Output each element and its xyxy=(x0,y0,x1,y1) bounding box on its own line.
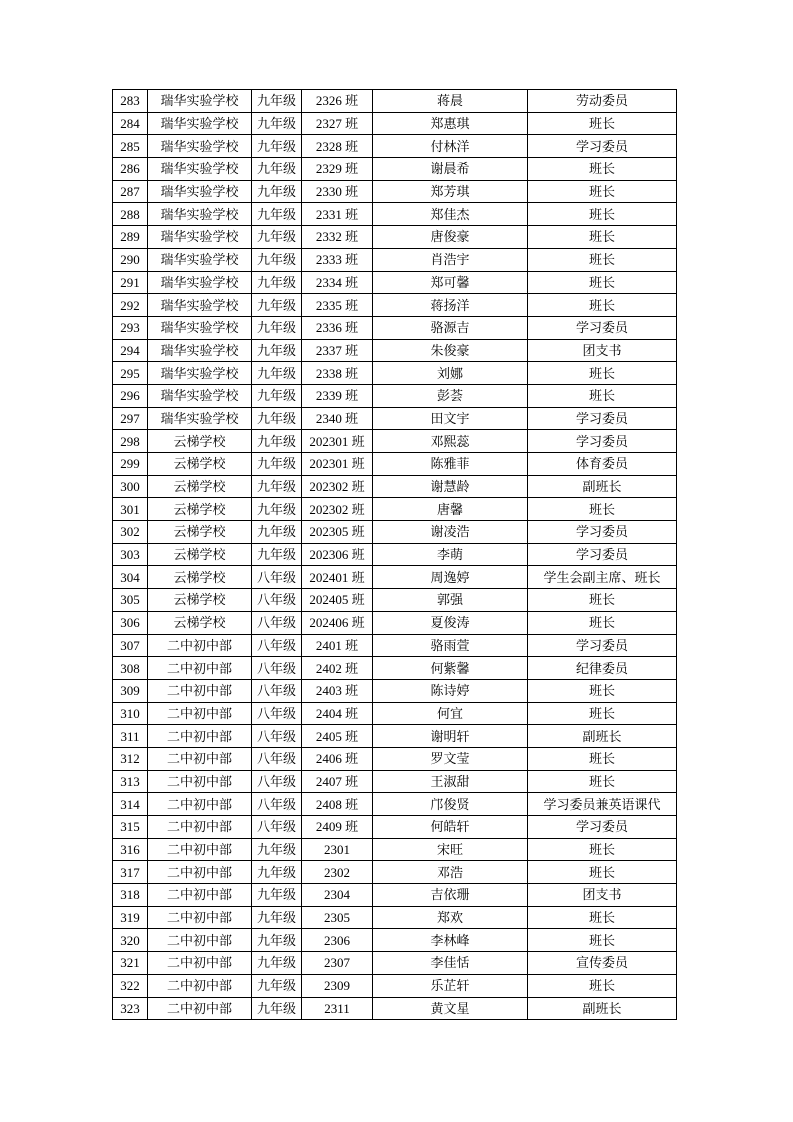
table-row xyxy=(113,657,677,680)
cell-name: 王淑甜 xyxy=(373,770,528,793)
cell-class: 202302 班 xyxy=(302,475,373,498)
cell-grade: 八年级 xyxy=(252,611,302,634)
table-row xyxy=(113,611,677,634)
cell-grade: 九年级 xyxy=(252,407,302,430)
cell-position: 班长 xyxy=(528,362,677,385)
cell-school: 瑞华实验学校 xyxy=(148,384,252,407)
cell-position: 劳动委员 xyxy=(528,90,677,113)
cell-school: 二中初中部 xyxy=(148,793,252,816)
cell-grade: 九年级 xyxy=(252,498,302,521)
cell-name: 陈雅菲 xyxy=(373,453,528,476)
cell-position: 班长 xyxy=(528,294,677,317)
cell-position: 班长 xyxy=(528,271,677,294)
cell-school: 瑞华实验学校 xyxy=(148,271,252,294)
cell-grade: 八年级 xyxy=(252,770,302,793)
cell-number: 303 xyxy=(113,543,148,566)
table-row xyxy=(113,339,677,362)
cell-grade: 九年级 xyxy=(252,974,302,997)
cell-number: 289 xyxy=(113,226,148,249)
table-row xyxy=(113,543,677,566)
table-row xyxy=(113,725,677,748)
cell-grade: 九年级 xyxy=(252,430,302,453)
cell-number: 308 xyxy=(113,657,148,680)
cell-name: 周逸婷 xyxy=(373,566,528,589)
cell-school: 二中初中部 xyxy=(148,974,252,997)
cell-number: 284 xyxy=(113,112,148,135)
cell-position: 体育委员 xyxy=(528,453,677,476)
cell-position: 副班长 xyxy=(528,997,677,1020)
cell-class: 2307 xyxy=(302,952,373,975)
cell-number: 302 xyxy=(113,521,148,544)
cell-grade: 九年级 xyxy=(252,90,302,113)
cell-class: 202302 班 xyxy=(302,498,373,521)
cell-position: 班长 xyxy=(528,384,677,407)
cell-school: 云梯学校 xyxy=(148,611,252,634)
cell-class: 2403 班 xyxy=(302,679,373,702)
table-row xyxy=(113,589,677,612)
table-row xyxy=(113,294,677,317)
table-row xyxy=(113,248,677,271)
cell-number: 321 xyxy=(113,952,148,975)
cell-class: 2330 班 xyxy=(302,180,373,203)
cell-class: 2333 班 xyxy=(302,248,373,271)
cell-class: 2401 班 xyxy=(302,634,373,657)
table-row xyxy=(113,952,677,975)
cell-number: 313 xyxy=(113,770,148,793)
cell-number: 315 xyxy=(113,816,148,839)
table-row xyxy=(113,747,677,770)
cell-class: 2331 班 xyxy=(302,203,373,226)
cell-school: 云梯学校 xyxy=(148,521,252,544)
table-row xyxy=(113,929,677,952)
cell-class: 2326 班 xyxy=(302,90,373,113)
cell-grade: 九年级 xyxy=(252,294,302,317)
cell-class: 2338 班 xyxy=(302,362,373,385)
cell-school: 二中初中部 xyxy=(148,747,252,770)
cell-class: 2336 班 xyxy=(302,316,373,339)
cell-school: 云梯学校 xyxy=(148,566,252,589)
cell-number: 293 xyxy=(113,316,148,339)
cell-position: 班长 xyxy=(528,906,677,929)
cell-position: 班长 xyxy=(528,861,677,884)
cell-grade: 九年级 xyxy=(252,135,302,158)
cell-school: 云梯学校 xyxy=(148,589,252,612)
cell-name: 唐俊豪 xyxy=(373,226,528,249)
table-row xyxy=(113,884,677,907)
table-row xyxy=(113,702,677,725)
cell-grade: 九年级 xyxy=(252,384,302,407)
table-row xyxy=(113,316,677,339)
cell-name: 彭荟 xyxy=(373,384,528,407)
cell-position: 学习委员 xyxy=(528,634,677,657)
table-row xyxy=(113,498,677,521)
cell-position: 学习委员 xyxy=(528,543,677,566)
cell-position: 团支书 xyxy=(528,339,677,362)
cell-position: 班长 xyxy=(528,679,677,702)
cell-number: 317 xyxy=(113,861,148,884)
cell-number: 296 xyxy=(113,384,148,407)
cell-number: 286 xyxy=(113,158,148,181)
cell-name: 李萌 xyxy=(373,543,528,566)
cell-school: 瑞华实验学校 xyxy=(148,112,252,135)
cell-class: 2339 班 xyxy=(302,384,373,407)
cell-position: 学习委员 xyxy=(528,407,677,430)
cell-number: 311 xyxy=(113,725,148,748)
cell-grade: 九年级 xyxy=(252,248,302,271)
cell-school: 二中初中部 xyxy=(148,952,252,975)
cell-name: 罗文莹 xyxy=(373,747,528,770)
cell-position: 学习委员 xyxy=(528,135,677,158)
cell-position: 学习委员 xyxy=(528,316,677,339)
cell-school: 二中初中部 xyxy=(148,997,252,1020)
cell-position: 班长 xyxy=(528,589,677,612)
cell-name: 付林洋 xyxy=(373,135,528,158)
cell-number: 283 xyxy=(113,90,148,113)
cell-position: 班长 xyxy=(528,498,677,521)
cell-class: 2407 班 xyxy=(302,770,373,793)
cell-school: 瑞华实验学校 xyxy=(148,362,252,385)
cell-name: 肖浩宇 xyxy=(373,248,528,271)
cell-number: 300 xyxy=(113,475,148,498)
cell-school: 二中初中部 xyxy=(148,770,252,793)
cell-grade: 九年级 xyxy=(252,271,302,294)
cell-class: 202401 班 xyxy=(302,566,373,589)
cell-number: 292 xyxy=(113,294,148,317)
cell-name: 郑佳杰 xyxy=(373,203,528,226)
cell-name: 朱俊豪 xyxy=(373,339,528,362)
cell-school: 二中初中部 xyxy=(148,725,252,748)
cell-grade: 八年级 xyxy=(252,634,302,657)
table-row xyxy=(113,226,677,249)
cell-position: 班长 xyxy=(528,158,677,181)
cell-school: 云梯学校 xyxy=(148,430,252,453)
cell-class: 2337 班 xyxy=(302,339,373,362)
cell-name: 谢凌浩 xyxy=(373,521,528,544)
cell-class: 2409 班 xyxy=(302,816,373,839)
table-row xyxy=(113,634,677,657)
cell-grade: 九年级 xyxy=(252,861,302,884)
cell-number: 305 xyxy=(113,589,148,612)
cell-number: 285 xyxy=(113,135,148,158)
cell-name: 郑惠琪 xyxy=(373,112,528,135)
cell-class: 202305 班 xyxy=(302,521,373,544)
table-row xyxy=(113,770,677,793)
cell-name: 何紫馨 xyxy=(373,657,528,680)
table-row xyxy=(113,90,677,113)
cell-position: 学习委员 xyxy=(528,816,677,839)
cell-number: 291 xyxy=(113,271,148,294)
cell-number: 314 xyxy=(113,793,148,816)
cell-school: 瑞华实验学校 xyxy=(148,316,252,339)
cell-grade: 九年级 xyxy=(252,158,302,181)
cell-school: 二中初中部 xyxy=(148,634,252,657)
cell-grade: 八年级 xyxy=(252,793,302,816)
cell-name: 郑欢 xyxy=(373,906,528,929)
cell-grade: 八年级 xyxy=(252,747,302,770)
cell-class: 2306 xyxy=(302,929,373,952)
cell-number: 318 xyxy=(113,884,148,907)
cell-class: 202301 班 xyxy=(302,430,373,453)
cell-name: 田文宇 xyxy=(373,407,528,430)
table-row xyxy=(113,384,677,407)
cell-school: 云梯学校 xyxy=(148,498,252,521)
cell-grade: 九年级 xyxy=(252,316,302,339)
cell-school: 瑞华实验学校 xyxy=(148,135,252,158)
cell-grade: 九年级 xyxy=(252,997,302,1020)
cell-class: 2302 xyxy=(302,861,373,884)
cell-position: 班长 xyxy=(528,226,677,249)
table-row xyxy=(113,112,677,135)
cell-name: 邝俊贤 xyxy=(373,793,528,816)
cell-grade: 八年级 xyxy=(252,816,302,839)
cell-school: 二中初中部 xyxy=(148,816,252,839)
cell-class: 2406 班 xyxy=(302,747,373,770)
cell-number: 299 xyxy=(113,453,148,476)
cell-grade: 九年级 xyxy=(252,543,302,566)
cell-position: 班长 xyxy=(528,180,677,203)
table-row xyxy=(113,475,677,498)
cell-name: 蒋扬洋 xyxy=(373,294,528,317)
cell-number: 288 xyxy=(113,203,148,226)
cell-class: 2402 班 xyxy=(302,657,373,680)
cell-position: 副班长 xyxy=(528,475,677,498)
cell-class: 202405 班 xyxy=(302,589,373,612)
cell-school: 二中初中部 xyxy=(148,679,252,702)
cell-name: 谢明轩 xyxy=(373,725,528,748)
table-row xyxy=(113,974,677,997)
cell-grade: 九年级 xyxy=(252,906,302,929)
cell-number: 294 xyxy=(113,339,148,362)
cell-name: 宋旺 xyxy=(373,838,528,861)
cell-school: 瑞华实验学校 xyxy=(148,226,252,249)
table-row xyxy=(113,453,677,476)
cell-position: 班长 xyxy=(528,112,677,135)
cell-name: 李佳恬 xyxy=(373,952,528,975)
cell-class: 2404 班 xyxy=(302,702,373,725)
table-row xyxy=(113,861,677,884)
cell-school: 瑞华实验学校 xyxy=(148,407,252,430)
cell-school: 瑞华实验学校 xyxy=(148,294,252,317)
cell-name: 何宜 xyxy=(373,702,528,725)
cell-name: 郑可馨 xyxy=(373,271,528,294)
cell-grade: 九年级 xyxy=(252,226,302,249)
roster-table xyxy=(112,89,677,1020)
cell-school: 瑞华实验学校 xyxy=(148,158,252,181)
cell-school: 二中初中部 xyxy=(148,929,252,952)
cell-number: 301 xyxy=(113,498,148,521)
cell-name: 刘娜 xyxy=(373,362,528,385)
cell-number: 322 xyxy=(113,974,148,997)
table-row xyxy=(113,180,677,203)
cell-school: 二中初中部 xyxy=(148,702,252,725)
cell-grade: 九年级 xyxy=(252,180,302,203)
cell-class: 2301 xyxy=(302,838,373,861)
cell-position: 班长 xyxy=(528,770,677,793)
cell-class: 2332 班 xyxy=(302,226,373,249)
cell-class: 2327 班 xyxy=(302,112,373,135)
cell-grade: 九年级 xyxy=(252,203,302,226)
cell-class: 202406 班 xyxy=(302,611,373,634)
cell-grade: 九年级 xyxy=(252,521,302,544)
cell-name: 黄文星 xyxy=(373,997,528,1020)
cell-grade: 八年级 xyxy=(252,725,302,748)
table-row xyxy=(113,838,677,861)
cell-grade: 九年级 xyxy=(252,952,302,975)
cell-grade: 九年级 xyxy=(252,838,302,861)
cell-number: 298 xyxy=(113,430,148,453)
cell-class: 2311 xyxy=(302,997,373,1020)
cell-number: 310 xyxy=(113,702,148,725)
cell-position: 学生会副主席、班长 xyxy=(528,566,677,589)
cell-name: 邓浩 xyxy=(373,861,528,884)
cell-grade: 八年级 xyxy=(252,679,302,702)
cell-class: 2329 班 xyxy=(302,158,373,181)
cell-grade: 九年级 xyxy=(252,453,302,476)
cell-number: 295 xyxy=(113,362,148,385)
cell-name: 吉依珊 xyxy=(373,884,528,907)
cell-name: 蒋晨 xyxy=(373,90,528,113)
cell-number: 316 xyxy=(113,838,148,861)
cell-position: 班长 xyxy=(528,203,677,226)
cell-class: 2334 班 xyxy=(302,271,373,294)
table-row xyxy=(113,906,677,929)
cell-grade: 九年级 xyxy=(252,929,302,952)
cell-position: 班长 xyxy=(528,611,677,634)
cell-position: 班长 xyxy=(528,248,677,271)
table-row xyxy=(113,521,677,544)
cell-position: 班长 xyxy=(528,929,677,952)
cell-school: 二中初中部 xyxy=(148,884,252,907)
table-row xyxy=(113,793,677,816)
cell-number: 307 xyxy=(113,634,148,657)
cell-position: 学习委员 xyxy=(528,521,677,544)
cell-name: 何皓轩 xyxy=(373,816,528,839)
cell-name: 骆源吉 xyxy=(373,316,528,339)
cell-name: 郭强 xyxy=(373,589,528,612)
roster-table-body xyxy=(113,90,677,1020)
cell-name: 骆雨萱 xyxy=(373,634,528,657)
cell-number: 297 xyxy=(113,407,148,430)
cell-school: 瑞华实验学校 xyxy=(148,339,252,362)
cell-name: 陈诗婷 xyxy=(373,679,528,702)
cell-class: 2305 xyxy=(302,906,373,929)
cell-school: 二中初中部 xyxy=(148,861,252,884)
cell-position: 班长 xyxy=(528,838,677,861)
cell-position: 学习委员 xyxy=(528,430,677,453)
table-row xyxy=(113,679,677,702)
cell-school: 瑞华实验学校 xyxy=(148,203,252,226)
cell-position: 班长 xyxy=(528,747,677,770)
cell-number: 306 xyxy=(113,611,148,634)
cell-grade: 九年级 xyxy=(252,884,302,907)
cell-grade: 九年级 xyxy=(252,112,302,135)
cell-class: 2335 班 xyxy=(302,294,373,317)
cell-grade: 九年级 xyxy=(252,339,302,362)
cell-class: 2408 班 xyxy=(302,793,373,816)
cell-name: 邓熙蕊 xyxy=(373,430,528,453)
cell-number: 304 xyxy=(113,566,148,589)
cell-class: 2309 xyxy=(302,974,373,997)
table-row xyxy=(113,158,677,181)
cell-position: 宣传委员 xyxy=(528,952,677,975)
cell-class: 202306 班 xyxy=(302,543,373,566)
cell-grade: 八年级 xyxy=(252,657,302,680)
cell-class: 2328 班 xyxy=(302,135,373,158)
cell-grade: 九年级 xyxy=(252,362,302,385)
cell-school: 瑞华实验学校 xyxy=(148,248,252,271)
cell-position: 班长 xyxy=(528,974,677,997)
cell-name: 郑芳琪 xyxy=(373,180,528,203)
cell-position: 纪律委员 xyxy=(528,657,677,680)
cell-name: 李林峰 xyxy=(373,929,528,952)
cell-number: 319 xyxy=(113,906,148,929)
cell-grade: 八年级 xyxy=(252,589,302,612)
table-row xyxy=(113,430,677,453)
cell-school: 二中初中部 xyxy=(148,657,252,680)
cell-position: 班长 xyxy=(528,702,677,725)
cell-name: 乐芷轩 xyxy=(373,974,528,997)
table-row xyxy=(113,203,677,226)
table-row xyxy=(113,362,677,385)
cell-position: 学习委员兼英语课代 xyxy=(528,793,677,816)
cell-school: 云梯学校 xyxy=(148,453,252,476)
cell-school: 瑞华实验学校 xyxy=(148,180,252,203)
cell-school: 瑞华实验学校 xyxy=(148,90,252,113)
cell-class: 2340 班 xyxy=(302,407,373,430)
cell-grade: 九年级 xyxy=(252,475,302,498)
cell-grade: 八年级 xyxy=(252,566,302,589)
cell-number: 309 xyxy=(113,679,148,702)
cell-number: 323 xyxy=(113,997,148,1020)
cell-school: 云梯学校 xyxy=(148,543,252,566)
cell-number: 312 xyxy=(113,747,148,770)
table-row xyxy=(113,816,677,839)
cell-school: 云梯学校 xyxy=(148,475,252,498)
cell-class: 2405 班 xyxy=(302,725,373,748)
cell-position: 副班长 xyxy=(528,725,677,748)
table-row xyxy=(113,566,677,589)
cell-position: 团支书 xyxy=(528,884,677,907)
table-row xyxy=(113,407,677,430)
cell-class: 2304 xyxy=(302,884,373,907)
cell-number: 287 xyxy=(113,180,148,203)
cell-school: 二中初中部 xyxy=(148,906,252,929)
table-row xyxy=(113,135,677,158)
table-row xyxy=(113,271,677,294)
cell-number: 290 xyxy=(113,248,148,271)
table-row xyxy=(113,997,677,1020)
cell-number: 320 xyxy=(113,929,148,952)
cell-name: 谢慧龄 xyxy=(373,475,528,498)
cell-class: 202301 班 xyxy=(302,453,373,476)
cell-grade: 八年级 xyxy=(252,702,302,725)
cell-name: 唐馨 xyxy=(373,498,528,521)
cell-name: 谢晨希 xyxy=(373,158,528,181)
cell-school: 二中初中部 xyxy=(148,838,252,861)
cell-name: 夏俊涛 xyxy=(373,611,528,634)
